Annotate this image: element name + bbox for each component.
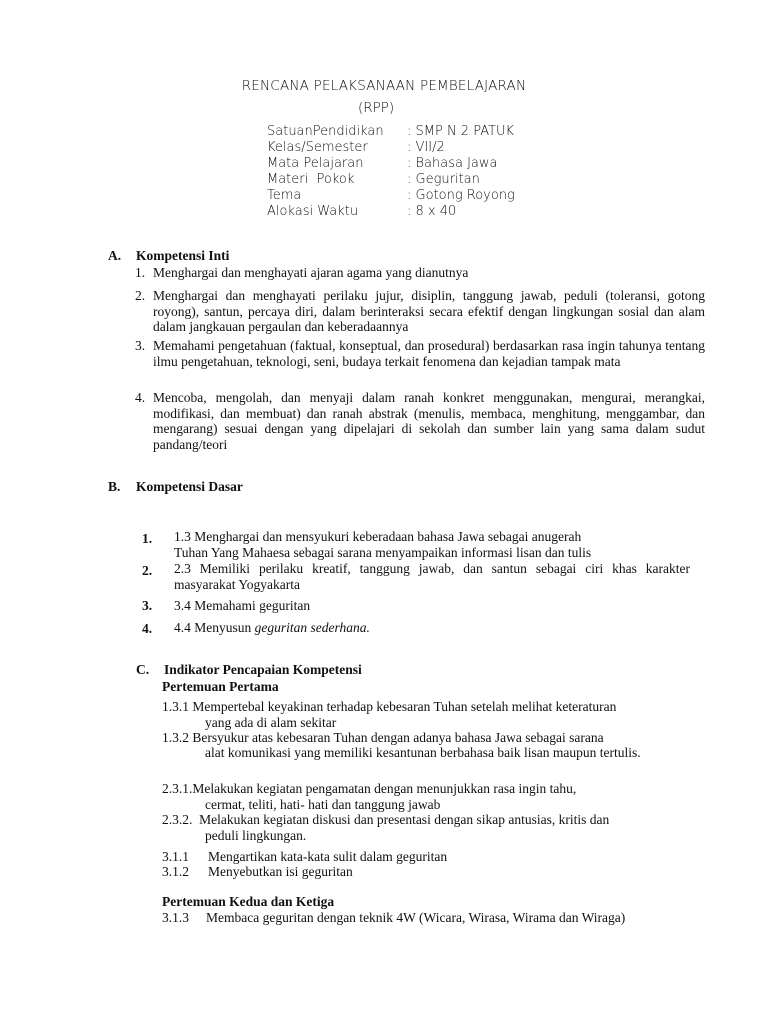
ki-number: 4. <box>135 390 146 405</box>
identity-row <box>267 172 515 188</box>
identity-row <box>267 188 515 204</box>
section-letter: C. <box>136 662 150 677</box>
indicator-text: 1.3.1 Mempertebal keyakinan terhadap kebesaran Tuhan setelah melihat keteraturan <box>162 699 617 714</box>
meeting-heading: Pertemuan Kedua dan Ketiga <box>162 894 335 909</box>
kd-number: 1. <box>142 531 153 546</box>
document-subtitle: (RPP) <box>358 100 395 116</box>
ki-text: Menghargai dan menghayati perilaku jujur, disiplin, tanggung jawab, peduli (toleransi, gotong royong), santun, percaya diri, dalam berinteraksi secara efektif dengan lingkungan sosial dan alam dalam jangkauan pergaulan dan keberadaannya <box>153 288 705 335</box>
identity-value: : 8 x 40 <box>407 204 457 219</box>
identity-key: Mata Pelajaran <box>267 156 364 171</box>
identity-key: SatuanPendidikan <box>267 124 384 139</box>
kd-text <box>174 620 370 636</box>
document-title: RENCANA PELAKSANAAN PEMBELAJARAN <box>241 78 527 94</box>
identity-row <box>267 156 515 172</box>
ki-number: 3. <box>135 338 146 353</box>
section-title: Indikator Pencapaian Kompetensi <box>164 662 362 677</box>
section-letter: A. <box>108 248 122 263</box>
identity-value: : Gotong Royong <box>407 188 515 203</box>
identity-key: Alokasi Waktu <box>267 204 359 219</box>
kd-number: 3. <box>142 598 153 613</box>
ki-text: Mencoba, mengolah, dan menyaji dalam ranah konkret menggunakan, mengurai, merangkai, modifikasi, dan membuat) dan ranah abstrak (menulis, membaca, menghitung, menggambar, dan mengarang) sesuai dengan yang dipelajari di sekolah dan sumber lain yang sama dalam sudut pandang/teori <box>153 390 705 452</box>
identity-row <box>267 140 515 156</box>
kd-text: 1.3 Menghargai dan mensyukuri keberadaan bahasa Jawa sebagai anugerah <box>174 529 582 544</box>
indicator-text: peduli lingkungan. <box>205 828 307 843</box>
section-a-heading <box>108 248 229 264</box>
indicator-number: 3.1.1 <box>162 849 189 864</box>
kd4-prefix: 4.4 Menyusun <box>174 620 255 635</box>
indicator-text: yang ada di alam sekitar <box>205 715 337 730</box>
indicator-number: 3.1.2 <box>162 864 189 879</box>
kd4-italic: geguritan sederhana. <box>254 620 370 635</box>
indicator-text: 2.3.2. Melakukan kegiatan diskusi dan presentasi dengan sikap antusias, kritis dan <box>162 812 610 827</box>
indicator-text: cermat, teliti, hati- hati dan tanggung jawab <box>205 797 441 812</box>
identity-key: Materi Pokok <box>267 172 355 187</box>
ki-text: Menghargai dan menghayati ajaran agama yang dianutnya <box>153 265 469 280</box>
section-b-heading <box>108 479 243 495</box>
indicator-text: alat komunikasi yang memiliki kesantunan berbahasa baik lisan maupun tertulis. <box>205 745 641 760</box>
ki-number: 2. <box>135 288 146 303</box>
identity-row <box>267 124 515 140</box>
identity-table <box>267 124 515 220</box>
identity-value: : VII/2 <box>407 140 445 155</box>
identity-value: : Bahasa Jawa <box>407 156 498 171</box>
section-title: Kompetensi Inti <box>136 248 230 263</box>
identity-row <box>267 204 515 220</box>
identity-value: : Geguritan <box>407 172 480 187</box>
indicator-text: 2.3.1.Melakukan kegiatan pengamatan dengan menunjukkan rasa ingin tahu, <box>162 781 577 796</box>
identity-key: Tema <box>267 188 302 203</box>
kd-text: 2.3 Memiliki perilaku kreatif, tanggung jawab, dan santun sebagai ciri khas karakter masyarakat Yogyakarta <box>174 561 690 592</box>
ki-text: Memahami pengetahuan (faktual, konseptual, dan prosedural) berdasarkan rasa ingin tahunya tentang ilmu pengetahuan, teknologi, seni, budaya terkait fenomena dan kejadian tampak mata <box>153 338 705 369</box>
ki-number: 1. <box>135 265 146 280</box>
kd-number: 4. <box>142 621 153 636</box>
kd-number: 2. <box>142 563 153 578</box>
indicator-text: 1.3.2 Bersyukur atas kebesaran Tuhan dengan adanya bahasa Jawa sebagai sarana <box>162 730 604 745</box>
indicator-text: Mengartikan kata-kata sulit dalam geguritan <box>208 849 448 864</box>
identity-key: Kelas/Semester <box>267 140 368 155</box>
section-letter: B. <box>108 479 121 494</box>
section-c-heading <box>136 662 362 678</box>
indicator-text: Menyebutkan isi geguritan <box>208 864 353 879</box>
kd-text: Tuhan Yang Mahaesa sebagai sarana menyampaikan informasi lisan dan tulis <box>174 545 592 560</box>
indicator-number: 3.1.3 <box>162 910 189 925</box>
kd-text: 3.4 Memahami geguritan <box>174 598 311 613</box>
section-title: Kompetensi Dasar <box>136 479 243 494</box>
meeting-heading: Pertemuan Pertama <box>162 679 279 694</box>
identity-value: : SMP N 2 PATUK <box>407 124 515 139</box>
indicator-text: Membaca geguritan dengan teknik 4W (Wicara, Wirasa, Wirama dan Wiraga) <box>206 910 626 925</box>
